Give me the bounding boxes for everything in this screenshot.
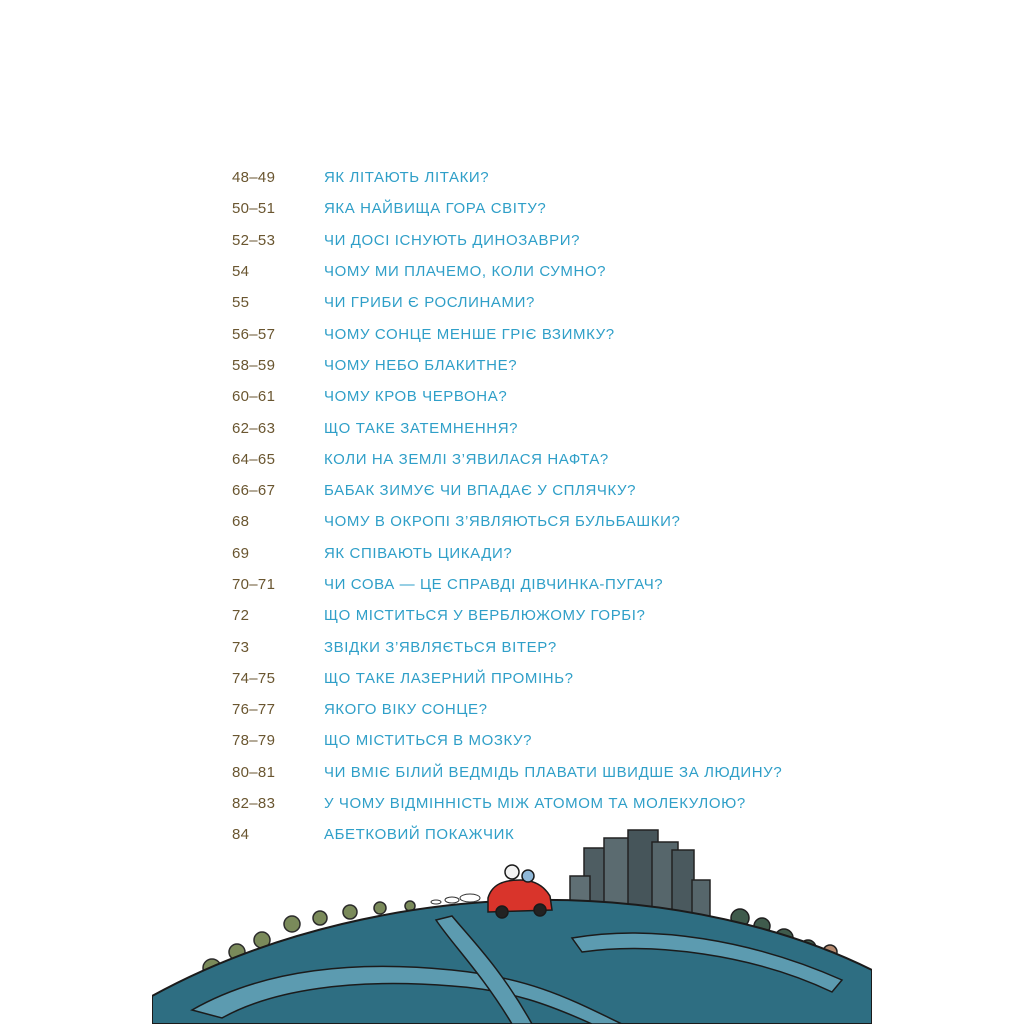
page-range: 55	[232, 294, 250, 312]
chapter-title[interactable]: ЧОМУ МИ ПЛАЧЕМО, КОЛИ СУМНО?	[324, 263, 607, 281]
toc-row[interactable]	[232, 631, 872, 662]
chapter-title[interactable]: АБЕТКОВИЙ ПОКАЖЧИК	[324, 826, 515, 844]
chapter-title[interactable]: ЧИ СОВА — ЦЕ СПРАВДІ ДІВЧИНКА-ПУГАЧ?	[324, 576, 664, 593]
page-range: 48–49	[232, 169, 276, 187]
toc-row[interactable]	[232, 412, 872, 443]
page-range: 72	[232, 607, 250, 625]
toc-row[interactable]	[232, 381, 872, 412]
chapter-title[interactable]: ЯКОГО ВІКУ СОНЦЕ?	[324, 701, 488, 719]
chapter-title[interactable]: ЧИ ГРИБИ Є РОСЛИНАМИ?	[324, 294, 535, 312]
toc-row[interactable]	[232, 538, 872, 569]
chapter-title[interactable]: ЯК ЛІТАЮТЬ ЛІТАКИ?	[324, 169, 490, 187]
toc-row[interactable]	[232, 444, 872, 475]
toc-row[interactable]	[232, 256, 872, 287]
red-car	[488, 865, 552, 918]
toc-row[interactable]	[232, 475, 872, 506]
chapter-title[interactable]: ЩО МІСТИТЬСЯ В МОЗКУ?	[324, 732, 533, 750]
page-range: 64–65	[232, 450, 276, 468]
page-range: 69	[232, 544, 250, 562]
chapter-title[interactable]: КОЛИ НА ЗЕМЛІ З’ЯВИЛАСЯ НАФТА?	[324, 450, 609, 468]
chapter-title[interactable]: ЩО ТАКЕ ЛАЗЕРНИЙ ПРОМІНЬ?	[324, 669, 574, 687]
page-range: 54	[232, 263, 250, 281]
page-range: 82–83	[232, 795, 276, 813]
page-range: 50–51	[232, 200, 276, 218]
chapter-title[interactable]: ЧОМУ КРОВ ЧЕРВОНА?	[324, 388, 508, 406]
chapter-title[interactable]: ЧИ ВМІЄ БІЛИЙ ВЕДМІДЬ ПЛАВАТИ ШВИДШЕ ЗА ЛЮДИНУ?	[324, 763, 783, 781]
chapter-title[interactable]: ЯК СПІВАЮТЬ ЦИКАДИ?	[324, 544, 513, 562]
toc-row[interactable]	[232, 287, 872, 318]
page-range: 56–57	[232, 325, 276, 343]
chapter-title[interactable]: ЧОМУ НЕБО БЛАКИТНЕ?	[324, 356, 518, 374]
toc-row[interactable]	[232, 506, 872, 537]
chapter-title[interactable]: ЩО ТАКЕ ЗАТЕМНЕННЯ?	[324, 419, 519, 437]
toc-row[interactable]	[232, 193, 872, 224]
page-range: 68	[232, 513, 250, 531]
toc-row[interactable]	[232, 162, 872, 193]
chapter-title[interactable]: ЧОМУ СОНЦЕ МЕНШЕ ГРІЄ ВЗИМКУ?	[324, 325, 615, 343]
toc-row[interactable]	[232, 663, 872, 694]
page-range: 62–63	[232, 419, 276, 437]
chapter-title[interactable]: ЯКА НАЙВИЩА ГОРА СВІТУ?	[324, 200, 547, 218]
toc-row[interactable]	[232, 757, 872, 788]
page-range: 84	[232, 826, 250, 844]
page-range: 58–59	[232, 356, 276, 374]
page-range: 66–67	[232, 482, 276, 500]
toc-row[interactable]	[232, 600, 872, 631]
page-range: 80–81	[232, 763, 276, 781]
page-range: 60–61	[232, 388, 276, 406]
table-of-contents	[232, 162, 872, 851]
chapter-title[interactable]: У ЧОМУ ВІДМІННІСТЬ МІЖ АТОМОМ ТА МОЛЕКУЛОЮ?	[324, 795, 746, 813]
chapter-title[interactable]: ЗВІДКИ З’ЯВЛЯЄТЬСЯ ВІТЕР?	[324, 638, 557, 656]
planet-illustration	[152, 820, 872, 1024]
toc-row[interactable]	[232, 318, 872, 349]
page-range: 78–79	[232, 732, 276, 750]
chapter-title[interactable]: ЧИ ДОСІ ІСНУЮТЬ ДИНОЗАВРИ?	[324, 231, 581, 249]
page-range: 52–53	[232, 231, 276, 249]
page-range: 76–77	[232, 701, 276, 719]
chapter-title[interactable]: ЧОМУ В ОКРОПІ З’ЯВЛЯЮТЬСЯ БУЛЬБАШКИ?	[324, 513, 681, 531]
page-range: 74–75	[232, 669, 276, 687]
toc-row[interactable]	[232, 569, 872, 600]
toc-row[interactable]	[232, 350, 872, 381]
chapter-title[interactable]: БАБАК ЗИМУЄ ЧИ ВПАДАЄ У СПЛЯЧКУ?	[324, 482, 637, 500]
page-range: 70–71	[232, 576, 276, 593]
page-range: 73	[232, 638, 250, 656]
toc-row[interactable]	[232, 725, 872, 756]
toc-row[interactable]	[232, 694, 872, 725]
toc-row[interactable]	[232, 225, 872, 256]
toc-row[interactable]	[232, 788, 872, 819]
chapter-title[interactable]: ЩО МІСТИТЬСЯ У ВЕРБЛЮЖОМУ ГОРБІ?	[324, 607, 646, 625]
